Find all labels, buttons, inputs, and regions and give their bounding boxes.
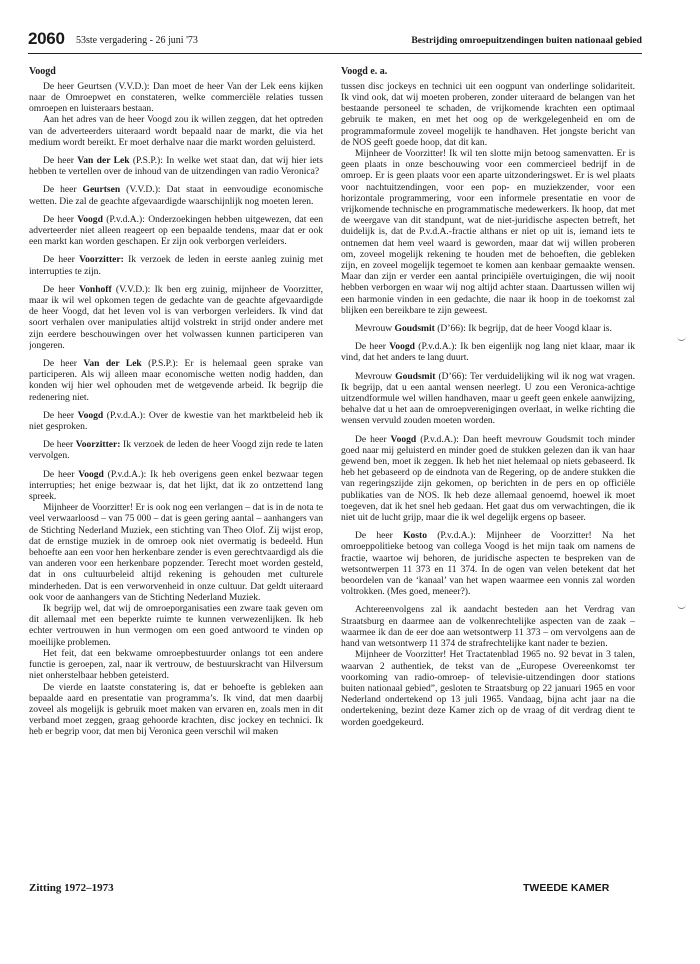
speech-text: In welke wet staat dan, dat wij hier iets hebben te vertellen over de inhoud van de uitzendingen van radio Veronica?	[29, 154, 323, 178]
speech-text: Mijnheer de Voorzitter! Het Tractatenblad 1965 no. 92 bevat in 3 talen, waarvan 2 authentiek, de tekst van de „Europese Overeenkomst ter voorkoming van radio-omroep- of televisie-uitzendingen door stations buiten nationaal gebied”, gesloten te Straatsburg op 22 januari 1965 en voor Nederland ondertekend op 13 juli 1965. Vandaag, bijna acht jaar na die ondertekening, bezint deze Kamer zich op de vraag of dit verdrag dient te worden goedgekeurd.	[341, 649, 635, 728]
page-number: 2060	[28, 29, 65, 48]
speech-paragraph	[29, 648, 323, 682]
session-date: 53ste vergadering - 26 juni '73	[76, 35, 198, 46]
speaker-name: Geurtsen	[82, 184, 121, 196]
speech-text: Onderzoekingen hebben uitgewezen, dat een adverteerder niet alleen reageert op een bepaalde tendens, maar dat er ook een markt kan worden geschapen. Er zijn ook verborgen verleiders.	[29, 213, 323, 248]
speaker-prefix: De heer	[43, 283, 80, 295]
speaker-party: (P.v.d.A.):	[103, 409, 146, 421]
speech-text: Ik verzoek de leden in eerste aanleg zuinig met interrupties te zijn.	[29, 254, 323, 277]
speaker-name: Kosto	[403, 530, 427, 542]
speech-paragraph	[341, 649, 635, 727]
speech-paragraph	[29, 469, 323, 503]
speech-paragraph	[29, 502, 323, 603]
speech-text: Ter verduidelijking wil ik nog wat vragen. Ik begrijp, dat u een aantal wensen neerlegt. U zou een Veronica-achtige uitzendformule wel willen handhaven, maar u geeft geen enkele aanwijzing, behalve dat u het aan de omroepverenigingen overlaat, in welke richting die wensen vervuld zouden moeten worden.	[341, 370, 635, 427]
speech-text: Er is helemaal geen sprake van participeren. Als wij alleen maar economische wetten nodig hadden, dan konden wij hier wel ophouden met de wetgevende arbeid. Ik begrijp die redenering niet.	[29, 358, 323, 403]
speech-text: Aan het adres van de heer Voogd zou ik willen zeggen, dat het optreden van de adverteerders uiteraard wordt bepaald naar de markt, die via het medium wordt bereikt. Er moet derhalve naar die markt worden geluisterd.	[29, 114, 323, 148]
speech-paragraph	[341, 341, 635, 363]
speaker-name: Voogd	[390, 433, 417, 445]
speech-text: Ik ben eigenlijk nog lang niet klaar, maar ik vind, dat het anders te lang duurt.	[341, 341, 635, 364]
speech-text: Mijnheer de Voorzitter! Na het omroeppolitieke betoog van collega Voogd is het mijn taak om namens de fractie, waartoe wij behoren, de juridische aspecten te bespreken van de wetsontwerpen 11 373 en 11 374. In de ogen van velen betekent dat het beoordelen van de ‘kanaal’ van het wapen waarmee een vonnis zal worden voltrokken. (Mes goed, meneer?).	[341, 530, 635, 598]
speaker-party: (V.V.D.):	[120, 184, 161, 196]
speech-paragraph	[341, 434, 635, 524]
speaker-party: (P.v.d.A.):	[103, 468, 147, 480]
speaker-name: Van der Lek	[77, 154, 130, 166]
speaker-party: (D’66):	[434, 323, 466, 335]
speaker-prefix: De heer	[355, 433, 391, 445]
speaker-party: (V.V.D.):	[111, 283, 151, 295]
speech-paragraph	[29, 254, 323, 276]
speaker-prefix: Mevrouw	[355, 323, 395, 335]
speaker-prefix: De heer	[43, 254, 80, 266]
scan-mark	[677, 336, 686, 341]
running-title: Bestrijding omroepuitzendingen buiten nationaal gebied	[411, 35, 642, 46]
speaker-party: (P.v.d.A.):	[416, 433, 459, 445]
speaker-party: (P.v.d.A.):	[102, 213, 145, 225]
speech-paragraph	[29, 358, 323, 403]
speaker-name: Goudsmit	[394, 323, 435, 335]
speaker-prefix: De heer	[43, 213, 78, 225]
speaker-name: Van der Lek	[83, 358, 142, 370]
speaker-name: Voorzitter:	[75, 439, 121, 451]
speech-text: tussen disc jockeys en technici uit een oogpunt van onderlinge solidariteit. Ik vind ook, dat wij moeten proberen, zonder uiteraard de belangen van het bestaande personeel te schaden, de vrijkomende krachten een optimaal gebruik te maken, en met het oog op de werkgelegenheid en om de programmaformule zoveel mogelijk te handhaven. Het jongste bericht van de NOS geeft goede hoop, dat dit kan.	[341, 80, 635, 148]
chamber-footer: TWEEDE KAMER	[523, 882, 610, 894]
speech-text: Ik begrijp wel, dat wij de omroeporganisaties een zware taak geven om dit allemaal met een beperkte ruimte te kunnen verwezenlijken. Ik heb echter vertrouwen in hun vermogen om een goed antwoord te vinden op moeilijke problemen.	[29, 603, 323, 648]
speech-paragraph	[341, 604, 635, 649]
left-column-body	[29, 81, 323, 738]
right-column-heading: Voogd e. a.	[341, 66, 388, 77]
speech-text: Het feit, dat een bekwame omroepbestuurder onlangs tot een andere functie is geroepen, zal, naar ik vertrouw, de bestuurskracht van Hilversum niet onherstelbaar hebben geteisterd.	[29, 647, 323, 682]
speaker-party: (P.v.d.A.):	[426, 530, 476, 542]
speaker-prefix: De heer	[43, 154, 78, 166]
speech-text: De vierde en laatste constatering is, dat er behoefte is gebleken aan bepaalde aard en presentatie van programma’s. Ik vind, dat men daarbij zoveel als mogelijk is gebruik moet maken van ervaren en, zoals men in dit verband moet zeggen, graag gehoorde krachten, disc jockey en technici. Ik heb er begrip voor, dat men bij Veronica geen verschil wil maken	[29, 681, 323, 738]
speech-paragraph	[29, 155, 323, 177]
speech-paragraph	[341, 323, 635, 334]
right-column	[341, 66, 635, 872]
speech-text: De heer Geurtsen (V.V.D.): Dan moet de heer Van der Lek eens kijken naar de Omroepwet en constateren, welke commerciële relaties tussen omroepen en luisteraars bestaan.	[29, 80, 323, 115]
speaker-prefix: De heer	[43, 358, 84, 370]
speech-text: Achtereenvolgens zal ik aandacht besteden aan het Verdrag van Straatsburg en daarmee aan de volkenrechtelijke aspecten van de zaak – waarmee ik dan de eer doe aan wetsontwerp 11 373 – om vervolgens aan de hand van wetsontwerp 11 374 de strafrechtelijke kant nader te bezien.	[341, 604, 635, 650]
speaker-name: Voogd	[77, 409, 104, 421]
speaker-party: (P.S.P.):	[141, 358, 179, 370]
speech-paragraph	[29, 603, 323, 648]
speech-paragraph	[341, 81, 635, 148]
left-column	[29, 66, 323, 872]
speaker-name: Goudsmit	[395, 370, 436, 382]
speech-paragraph	[29, 682, 323, 738]
speaker-prefix: De heer	[355, 530, 404, 542]
speech-text: Dan heeft mevrouw Goudsmit toch minder goed naar mij geluisterd en minder goed de stukken gelezen dan ik van haar gewend ben, moet ik zeggen. Ik heb het niet helemaal op niets gebaseerd. Ik heb het gebaseerd op de eindnota van de Regering, op de andere stukken die van regeringszijde zijn gekomen, op berichten in de pers en op officiële publikaties van de NOS. Ik heb deze allemaal genoemd, hoewel ik moet toegeven, dat ik het snel heb gedaan. Het gaat dus om verwachtingen, die ik niet uit de lucht grijp, maar die ik wel degelijk ergens op baseer.	[341, 433, 635, 524]
speech-text: Ik ben erg zuinig, mijnheer de Voorzitter, maar ik wil wel opkomen tegen de gedachte van de geachte afgevaardigde de heer Voogd, dat het leven vol is van verborgen verleiders. Ik vind dat soort verhalen over manipulaties altijd volstrekt in strijd onder andere met zijn eerdere beschouwingen over het volwassen kunnen participeren van jongeren.	[29, 283, 323, 351]
speech-paragraph	[341, 148, 635, 316]
speech-paragraph	[29, 214, 323, 248]
speaker-name: Voogd	[389, 341, 415, 353]
page-header	[28, 29, 642, 50]
speech-text: Ik verzoek de leden de heer Voogd zijn rede te laten vervolgen.	[29, 439, 323, 462]
speech-text: Mijnheer de Voorzitter! Er is ook nog een verlangen – dat is in de nota te veel verwaarloosd – van 75 000 – dat is geen gering aantal – aanhangers van de Stichting Nederland Muziek, een stichting van Theo Olof. Zij wijst erop, dat de ernstige muziek in de omroep ook niet overmatig is bedeeld. Hun behoefte aan een voor hen herkenbare zender is even gerechtvaardigd als die van anderen voor een herkenbare popzender. Terecht moet worden gesteld, dat in ons cultuurbeleid altijd rekening is gehouden met culturele minderheden. Dat is een verworvenheid in onze cultuur. Dat geldt uiteraard ook voor de aanhangers van de Stichting Nederland Muziek.	[29, 502, 323, 603]
speaker-prefix: De heer	[43, 468, 79, 480]
speaker-name: Voorzitter:	[79, 254, 124, 266]
speech-paragraph	[29, 410, 323, 432]
scan-mark	[677, 604, 686, 609]
speech-text: Ik heb overigens geen enkel bezwaar tegen interrupties; het enige bezwaar is, dat het lijkt, dat ik zo ontzettend lang spreek.	[29, 468, 323, 503]
speech-text: Mijnheer de Voorzitter! Ik wil ten slotte mijn betoog samenvatten. Er is geen plaats in onze beschouwing voor een commercieel bedrijf in de omroep. Er is geen plaats voor een aparte uitzonderingswet. Er is wel plaats voor nachtuitzendingen, voor een pop- en muziekzender, voor een horizontale programmering, voor een informele presentatie en voor de vrijkomende technische en programmatische medewerkers. Ik hoop, dat met de weergave van dit standpunt, wat de niet-juridische aspecten betreft, het duidelijk is, dat de P.v.d.A.-fractie althans er niet op uit is, iemand iets te ontnemen dat hem veel waard is geworden, maar dat wij willen proberen om, zoveel mogelijk rekening te houden met de behoeften, die gebleken zijn, en zoveel mogelijk tegemoet te komen aan kenbaar gemaakte wensen. Maar dan zijn er verder een aantal principiële overtuigingen, die wij nooit hebben verborgen en waar wij nog altijd achter staan. Daartussen willen wij een harmonie vinden in een gedachte, die naar ik hoop in de toekomst zal blijken een bereikbare te zijn geweest.	[341, 147, 635, 316]
session-footer: Zitting 1972–1973	[29, 882, 114, 894]
speech-paragraph	[29, 284, 323, 351]
speaker-prefix: De heer	[43, 439, 76, 451]
speaker-party: (P.S.P.):	[129, 154, 163, 166]
speech-text: Over de kwestie van het marktbeleid heb ik niet gesproken.	[29, 409, 323, 433]
speech-paragraph	[341, 530, 635, 597]
speaker-name: Vonhoff	[79, 283, 112, 295]
speaker-name: Voogd	[78, 468, 104, 480]
speech-text: Ik begrijp, dat de heer Voogd klaar is.	[468, 323, 612, 335]
speech-paragraph	[29, 114, 323, 148]
right-column-body	[341, 81, 635, 728]
speaker-name: Voogd	[77, 213, 103, 225]
speech-paragraph	[29, 184, 323, 206]
speaker-prefix: De heer	[43, 184, 83, 196]
speech-paragraph	[341, 371, 635, 427]
speaker-prefix: Mevrouw	[355, 370, 396, 382]
speaker-prefix: De heer	[355, 341, 390, 353]
left-column-heading: Voogd	[29, 66, 56, 77]
speech-paragraph	[29, 81, 323, 115]
speaker-prefix: De heer	[43, 409, 78, 421]
speaker-party: (D’66):	[435, 370, 468, 382]
speech-text: Dat staat in eenvoudige economische wetten. Die zal de geachte afgevaardigde waarschijnlijk nog moeten leren.	[29, 184, 323, 207]
speech-paragraph	[29, 439, 323, 461]
speaker-party: (P.v.d.A.):	[414, 341, 457, 353]
header-rule	[28, 53, 642, 54]
